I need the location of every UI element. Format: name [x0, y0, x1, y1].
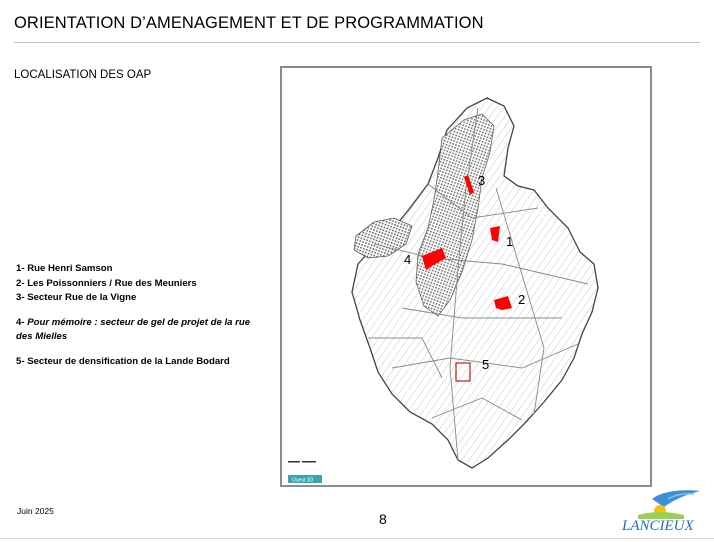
map-label-2: 2 [518, 292, 526, 307]
oap-legend [16, 262, 266, 369]
map-label-4: 4 [404, 252, 412, 267]
map-label-3: 3 [478, 173, 486, 188]
footer-divider [0, 538, 714, 539]
legend-item-4-text: Pour mémoire : secteur de gel de projet de la rue des Mielles [16, 316, 251, 342]
lancieux-logo [612, 485, 708, 537]
oap-map [280, 66, 652, 487]
logo-wordmark: LANCIEUX [622, 518, 694, 534]
legend-item-4 [16, 316, 266, 345]
legend-item-1: 1- Rue Henri Samson [16, 263, 113, 274]
page-number: 8 [379, 511, 387, 527]
legend-item-2: 2- Les Poissonniers / Rue des Meuniers [16, 277, 197, 289]
map-label-1: 1 [506, 234, 514, 249]
title-divider [14, 42, 700, 43]
page-title: ORIENTATION D’AMENAGEMENT ET DE PROGRAMMATION [14, 14, 484, 32]
map-drawing [282, 68, 650, 485]
producer-badge-text: Ouest 3D [292, 477, 314, 484]
legend-item-3: 3- Secteur Rue de la Vigne [16, 292, 137, 303]
map-label-5: 5 [482, 357, 490, 372]
scale-bar [288, 461, 316, 463]
legend-item-4-number: 4- [16, 316, 25, 328]
legend-item-5: 5- Secteur de densification de la Lande Bodard [16, 355, 230, 367]
section-subtitle: LOCALISATION DES OAP [14, 69, 152, 81]
footer-date: Juin 2025 [17, 506, 54, 516]
